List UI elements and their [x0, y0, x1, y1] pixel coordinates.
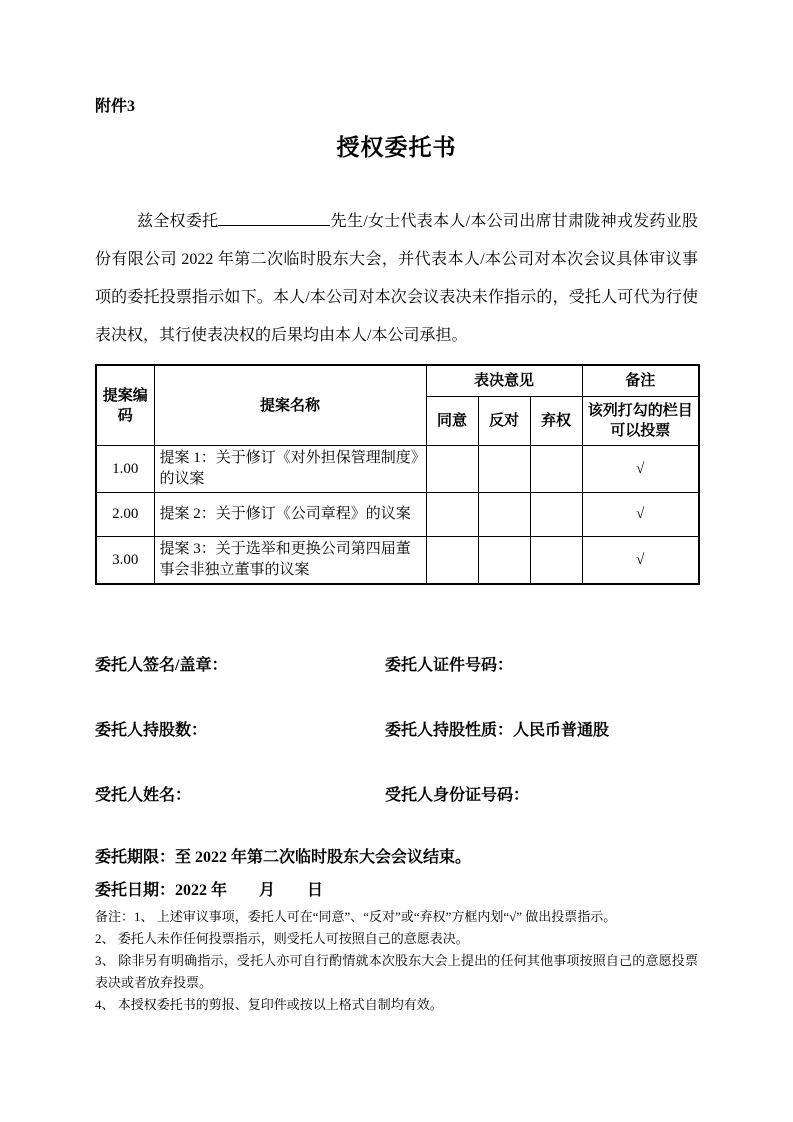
principal-share-nature-label: 委托人持股性质：人民币普通股 — [385, 722, 610, 739]
col-header-oppose: 反对 — [478, 397, 530, 446]
col-header-proposal-code: 提案编码 — [96, 365, 154, 446]
note-item-1: 备注：1、 上述审议事项，委托人可在“同意”、“反对”或“弃权”方框内划“√” 做出投票指示。 — [95, 909, 617, 924]
intro-rest-text: 先生/女士代表本人/本公司出席甘肃陇神戎发药业股份有限公司 2022 年第二次临时股东大会，并代表本人/本公司对本次会议具体审议事项的委托投票指示如下。本人/本公司对本次会议表决未作指示的，受托人可代为行使表决权，其行使表决权的后果均由本人/本公司承担。 — [95, 213, 698, 344]
remark-checkmark: √ — [582, 493, 699, 537]
remark-checkmark: √ — [582, 446, 699, 493]
proposal-name: 提案 3：关于选举和更换公司第四届董事会非独立董事的议案 — [154, 537, 426, 585]
abstain-vote-cell — [530, 446, 582, 493]
note-item-2: 2、 委托人未作任何投票指示，则受托人可按照自己的意愿表决。 — [95, 931, 469, 946]
agree-vote-cell — [426, 493, 478, 537]
field-row-shares — [95, 720, 698, 742]
entrust-date-line: 委托日期：2022 年 月 日 — [95, 882, 324, 899]
proposal-name: 提案 1：关于修订《对外担保管理制度》的议案 — [154, 446, 426, 493]
col-header-proposal-name: 提案名称 — [154, 365, 426, 446]
agree-vote-cell — [426, 446, 478, 493]
col-header-remark: 备注 — [582, 365, 699, 397]
col-header-remark-note: 该列打勾的栏目可以投票 — [582, 397, 699, 446]
abstain-vote-cell — [530, 493, 582, 537]
notes-section — [95, 906, 698, 1016]
abstain-vote-cell — [530, 537, 582, 585]
proposal-name: 提案 2：关于修订《公司章程》的议案 — [154, 493, 426, 537]
table-row-proposal-1 — [96, 446, 699, 493]
table-row-proposal-2 — [96, 493, 699, 537]
proposal-code: 1.00 — [96, 446, 154, 493]
principal-signature-label: 委托人签名/盖章： — [95, 657, 228, 674]
field-row-trustee — [95, 785, 698, 807]
oppose-vote-cell — [478, 493, 530, 537]
table-row-proposal-3 — [96, 537, 699, 585]
oppose-vote-cell — [478, 537, 530, 585]
agree-vote-cell — [426, 537, 478, 585]
remark-checkmark: √ — [582, 537, 699, 585]
intro-paragraph — [95, 203, 698, 355]
trustee-name-label: 受托人姓名： — [95, 787, 192, 804]
attachment-label: 附件3 — [95, 98, 136, 115]
table-header-row-1 — [96, 365, 699, 397]
col-header-agree: 同意 — [426, 397, 478, 446]
page-title: 授权委托书 — [336, 135, 457, 160]
proposal-code: 3.00 — [96, 537, 154, 585]
oppose-vote-cell — [478, 446, 530, 493]
voting-table — [95, 364, 700, 585]
note-item-3: 3、 除非另有明确指示，受托人亦可自行酌情就本次股东大会上提出的任何其他事项按照自己的意愿投票表决或者放弃投票。 — [95, 953, 698, 990]
note-item-4: 4、 本授权委托书的剪报、复印件或按以上格式自制均有效。 — [95, 997, 443, 1012]
col-header-abstain: 弃权 — [530, 397, 582, 446]
proposal-code: 2.00 — [96, 493, 154, 537]
trustee-id-label: 受托人身份证号码： — [385, 787, 530, 804]
principal-cert-no-label: 委托人证件号码： — [385, 657, 514, 674]
col-header-vote-opinion: 表决意见 — [426, 365, 582, 397]
principal-name-blank — [218, 208, 330, 226]
entrust-term-line: 委托期限：至 2022 年第二次临时股东大会会议结束。 — [95, 849, 472, 866]
field-row-signature — [95, 655, 698, 677]
principal-shares-label: 委托人持股数： — [95, 722, 208, 739]
intro-lead-text: 兹全权委托 — [137, 213, 219, 230]
